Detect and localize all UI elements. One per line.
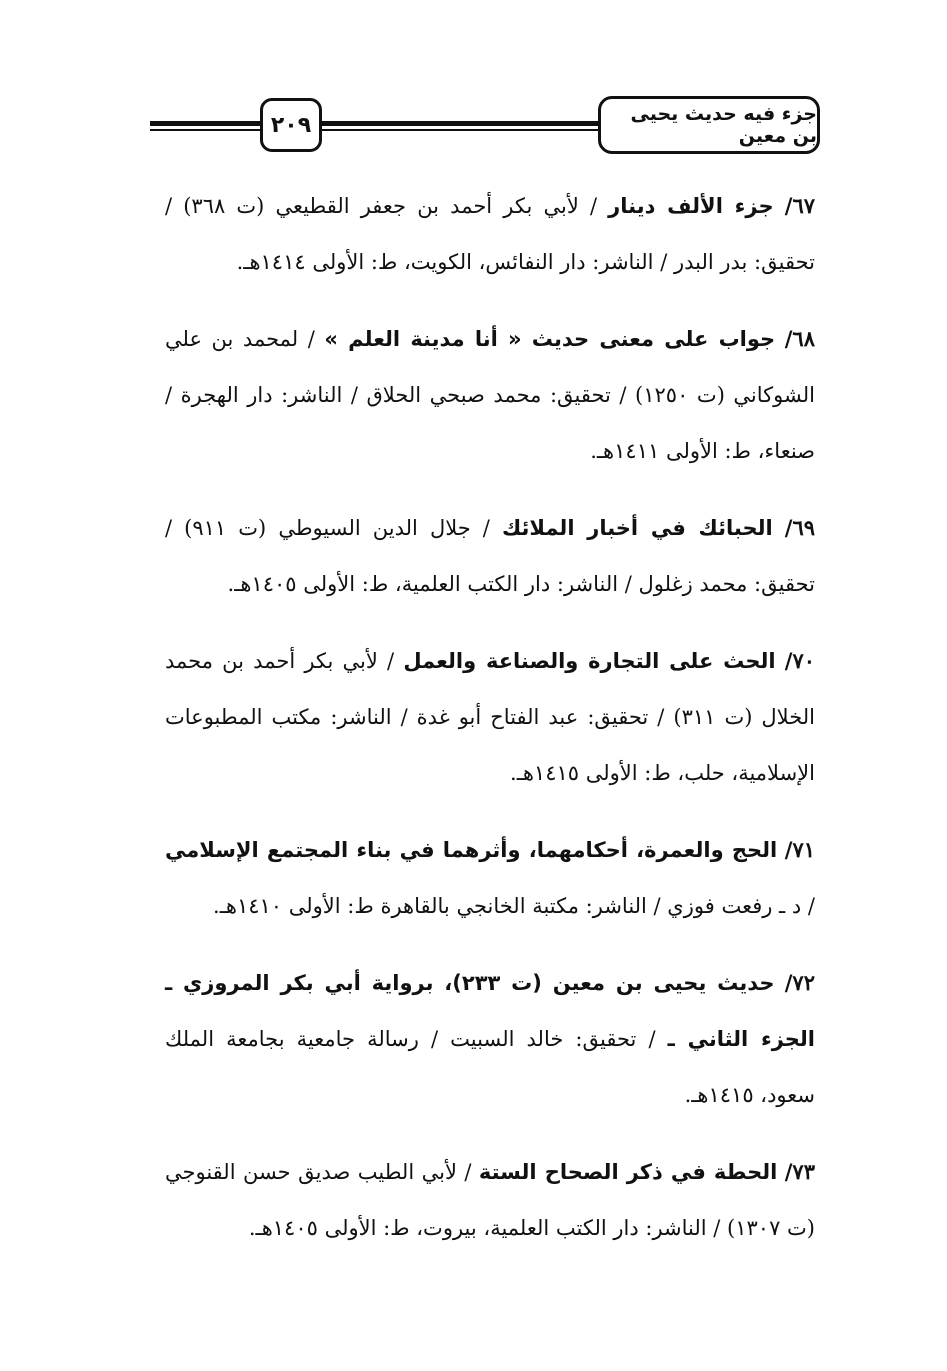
page-number: ٢٠٩ — [260, 98, 322, 152]
entry-details: / لأبي بكر أحمد بن جعفر القطيعي (ت ٣٦٨) / تحقيق: بدر البدر / الناشر: دار النفائس، الكويت، ط: الأولى ١٤١٤هـ. — [165, 194, 815, 274]
bibliography-entry — [165, 500, 815, 612]
entry-details: / لأبي الطيب صديق حسن القنوجي (ت ١٣٠٧) / الناشر: دار الكتب العلمية، بيروت، ط: الأولى ١٤٠٥هـ. — [165, 1160, 815, 1240]
entry-number: ٦٩/ — [784, 515, 815, 540]
entry-title: الحث على التجارة والصناعة والعمل — [403, 649, 776, 673]
running-title: جزء فيه حديث يحيى بن معين — [598, 96, 820, 154]
entry-details: / لأبي بكر أحمد بن محمد الخلال (ت ٣١١) / تحقيق: عبد الفتاح أبو غدة / الناشر: مكتب المطبوعات الإسلامية، حلب، ط: الأولى ١٤١٥هـ. — [165, 649, 815, 785]
page-header — [150, 96, 820, 160]
header-rule-thin-middle — [322, 129, 598, 131]
entry-title: جزء الألف دينار — [608, 194, 774, 218]
entry-number: ٧٣/ — [784, 1159, 815, 1184]
bibliography-entry — [165, 822, 815, 934]
entry-number: ٧٢/ — [784, 970, 815, 995]
header-rule-thick-middle — [322, 121, 598, 126]
entry-title: جواب على معنى حديث « أنا مدينة العلم » — [324, 327, 776, 351]
entry-number: ٧٠/ — [784, 648, 815, 673]
entry-number: ٧١/ — [784, 837, 815, 862]
entry-title: الحبائك في أخبار الملائك — [501, 516, 773, 540]
entry-title: الحطة في ذكر الصحاح الستة — [478, 1160, 778, 1184]
entry-title: حديث يحيى بن معين (ت ٢٣٣)، برواية أبي بكر المروزي ـ الجزء الثاني ـ — [165, 971, 815, 1051]
bibliography-entry — [165, 178, 815, 290]
header-rule-thin-left — [150, 129, 260, 131]
entry-details: / تحقيق: خالد السبيت / رسالة جامعية بجامعة الملك سعود، ١٤١٥هـ. — [165, 1027, 815, 1107]
bibliography-entry — [165, 955, 815, 1123]
entry-details: / د ـ رفعت فوزي / الناشر: مكتبة الخانجي بالقاهرة ط: الأولى ١٤١٠هـ. — [213, 894, 815, 918]
header-rule-thick-left — [150, 121, 260, 126]
bibliography-entry — [165, 311, 815, 479]
entry-details: / لمحمد بن علي الشوكاني (ت ١٢٥٠) / تحقيق: محمد صبحي الحلاق / الناشر: دار الهجرة / صنعاء، ط: الأولى ١٤١١هـ. — [165, 327, 815, 463]
entry-number: ٦٨/ — [784, 326, 815, 351]
entry-number: ٦٧/ — [784, 193, 815, 218]
bibliography-entry — [165, 1144, 815, 1256]
entry-title: الحج والعمرة، أحكامهما، وأثرهما في بناء المجتمع الإسلامي — [165, 838, 778, 862]
entry-details: / جلال الدين السيوطي (ت ٩١١) / تحقيق: محمد زغلول / الناشر: دار الكتب العلمية، ط: الأولى ١٤٠٥هـ. — [165, 516, 815, 596]
bibliography-entry — [165, 633, 815, 801]
bibliography-list — [165, 178, 815, 1277]
